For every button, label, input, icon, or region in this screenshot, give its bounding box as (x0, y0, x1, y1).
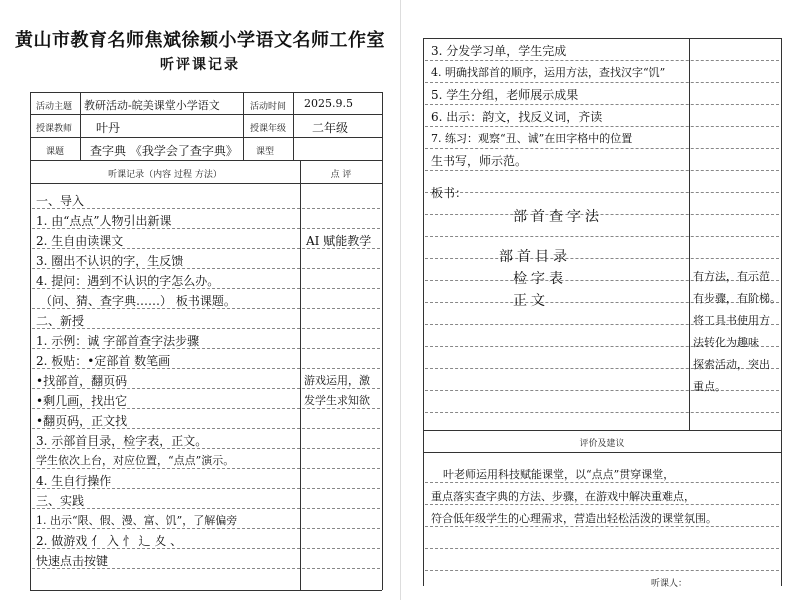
listener-label: 听课人： (651, 579, 688, 589)
comment-line: 将工具书使用方 (693, 314, 770, 327)
grade-label: 授课年级 (250, 124, 287, 134)
record-line: 4. 明确找部首的顺序，运用方法，查找汉字“饥” (431, 66, 666, 79)
table-right-border (382, 92, 383, 590)
record-line: 三、实践 (36, 494, 85, 508)
topic-value: 查字典 《我学会了查字典》 (90, 144, 238, 158)
ruled-line (425, 258, 779, 259)
record-line: 1. 示例：诚 字部首查字法步骤 (36, 334, 200, 348)
ruled-line (425, 148, 779, 149)
record-line: 5. 学生分组，老师展示成果 (431, 88, 579, 102)
record-line: 二、新授 (36, 314, 85, 328)
record-line: 6. 出示：韵文，找反义词，齐读 (431, 110, 603, 124)
ruled-line (425, 482, 779, 483)
comment-col-line (300, 160, 301, 590)
ruled-line (32, 468, 380, 469)
theme-label: 活动主题 (36, 102, 73, 112)
table-col-line (80, 92, 81, 160)
record-line: 1. 出示“限、假、漫、富、饥”，了解偏旁 (36, 514, 238, 527)
table-top-border (423, 38, 781, 39)
table-right-border (781, 38, 782, 586)
comment-column-header: 点 评 (330, 170, 352, 180)
table-left-border (423, 38, 424, 586)
comment-line: 重点。 (693, 380, 726, 393)
record-line: •剩几画，找出它 (36, 394, 128, 408)
ruled-line (425, 504, 779, 505)
table-row-line (30, 160, 382, 161)
record-line: •翻页码，正文找 (36, 414, 128, 428)
ruled-line (425, 412, 779, 413)
evaluation-line: 重点落实查字典的方法、步骤，在游戏中解决重难点， (431, 490, 695, 503)
record-line: 4. 生自行操作 (36, 474, 112, 488)
table-col-line (293, 92, 294, 160)
ruled-line (425, 126, 779, 127)
table-row-line (30, 183, 382, 184)
ruled-line (425, 570, 779, 571)
table-col-line (243, 92, 244, 160)
ruled-line (425, 192, 779, 193)
table-bottom-border (30, 590, 382, 591)
board-item: 正文 (513, 293, 549, 309)
time-value: 2025.9.5 (304, 97, 353, 110)
theme-value: 教研活动-皖美课堂小学语文 (84, 99, 220, 112)
evaluation-heading: 评价及建议 (579, 439, 625, 449)
comment-line: 探索活动，突出 (693, 358, 770, 371)
board-label: 板书： (431, 186, 468, 200)
comment-line: 发学生求知欲 (304, 394, 370, 407)
table-top-border (30, 92, 382, 93)
right-page (400, 0, 800, 600)
document-title: 黄山市教育名师焦斌徐颖小学语文名师工作室 (15, 30, 385, 51)
ruled-line (425, 526, 779, 527)
ruled-line (425, 548, 779, 549)
record-line: 2. 生自由读课文 (36, 234, 124, 248)
record-line: 3. 圈出不认识的字，生反馈 (36, 254, 184, 268)
record-line: 学生依次上台，对应位置，“点点”演示。 (36, 454, 235, 467)
record-line: 生书写，师示范。 (431, 154, 528, 168)
board-item: 检字表 (513, 271, 567, 287)
ruled-line (425, 170, 779, 171)
ruled-line (425, 236, 779, 237)
evaluation-header-line (423, 452, 781, 453)
ruled-line (425, 82, 779, 83)
grade-value: 二年级 (312, 121, 349, 135)
record-line: 4. 提问：遇到不认识的字怎么办。 (36, 274, 220, 288)
document-subtitle: 听评课记录 (160, 57, 240, 73)
record-line: 2. 做游戏 亻 入 忄 辶 夊 、 (36, 534, 183, 548)
board-title: 部首查字法 (513, 209, 603, 225)
comment-line: 游戏运用，激 (304, 374, 370, 387)
comment-line: AI 赋能教学 (306, 234, 372, 248)
ruled-line (32, 528, 380, 529)
table-row-line (30, 137, 382, 138)
record-line: 一、导入 (36, 194, 85, 208)
evaluation-line: 符合低年级学生的心理需求，营造出轻松活泼的课堂氛围。 (431, 512, 717, 525)
record-line: •找部首，翻页码 (36, 374, 128, 388)
evaluation-line: 叶老师运用科技赋能课堂，以“点点”贯穿课堂， (443, 468, 675, 481)
teacher-label: 授课教师 (36, 124, 73, 134)
teacher-value: 叶丹 (96, 121, 121, 135)
comment-line: 有方法，有示范 (693, 270, 770, 283)
table-row-line (30, 114, 382, 115)
ruled-line (32, 208, 380, 209)
record-line: 3. 示部首目录，检字表，正文。 (36, 434, 208, 448)
comment-line: 有步骤，有阶梯。 (693, 292, 781, 305)
type-label: 课型 (256, 147, 275, 157)
board-item: 部首目录 (499, 249, 571, 265)
ruled-line (425, 60, 779, 61)
evaluation-top-line (423, 430, 781, 431)
record-line: （问、猜、查字典……） 板书课题。 (40, 294, 236, 308)
record-line: 快速点击按键 (36, 554, 109, 568)
comment-line: 法转化为趣味 (693, 336, 759, 349)
ruled-line (425, 104, 779, 105)
record-line: 7. 练习：观察“丑、诚”在田字格中的位置 (431, 132, 633, 145)
topic-label: 课题 (46, 147, 65, 157)
record-column-header: 听课记录（内容 过程 方法） (108, 170, 222, 180)
record-line: 1. 由“点点”人物引出新课 (36, 214, 172, 228)
record-line: 2. 板贴：•定部首 数笔画 (36, 354, 171, 368)
comment-col-line (689, 38, 690, 430)
ruled-line (32, 328, 380, 329)
ruled-line (32, 508, 380, 509)
record-line: 3. 分发学习单，学生完成 (431, 44, 567, 58)
time-label: 活动时间 (250, 102, 287, 112)
